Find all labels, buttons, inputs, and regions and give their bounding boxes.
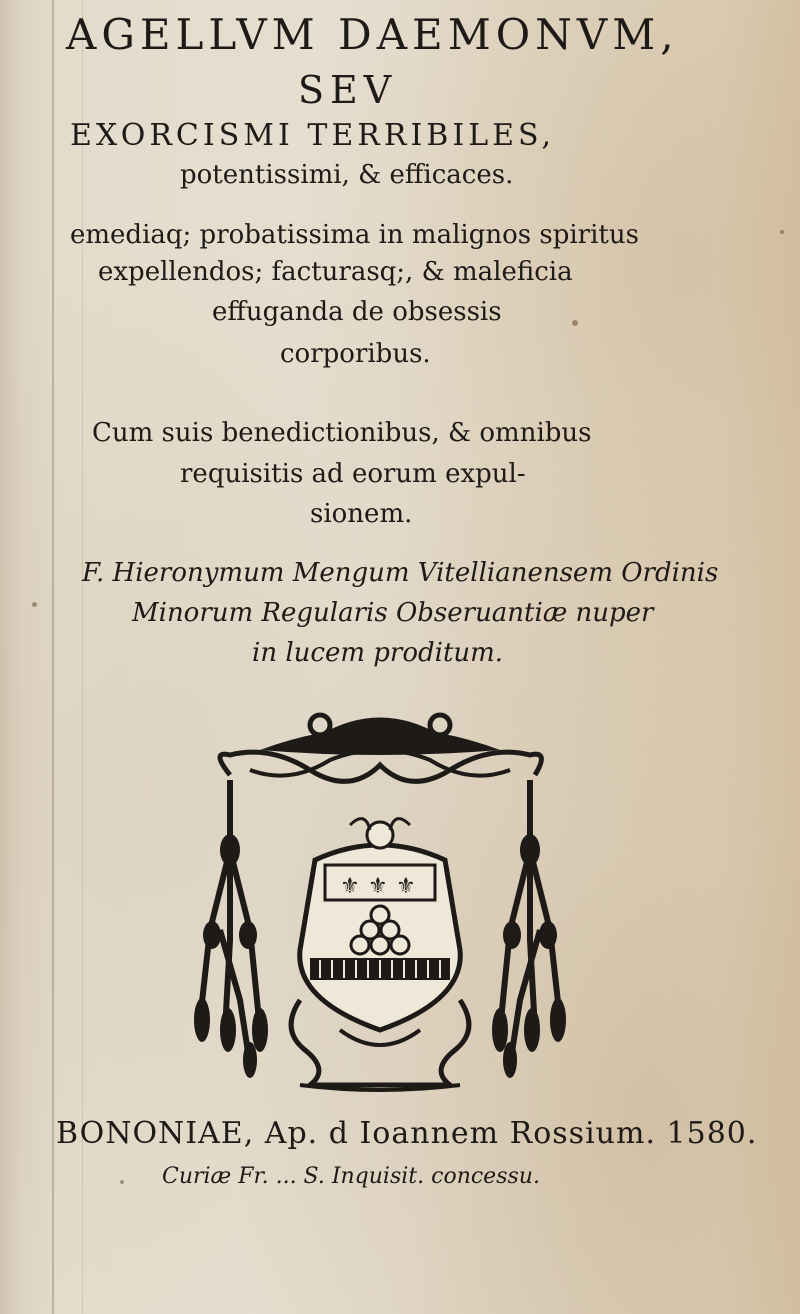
subtitle-line-4: potentissimi, & efficaces. — [180, 160, 514, 190]
svg-text:⚜: ⚜ — [396, 874, 416, 899]
title-line-3: EXORCISMI TERRIBILES, — [70, 118, 556, 153]
imprint-line-1: BONONIAE, Ap. d Ioannem Rossium. 1580. — [56, 1116, 758, 1151]
text-line-8: corporibus. — [280, 339, 431, 369]
ink-spot — [32, 602, 37, 607]
title-line-1: AGELLVM DAEMONVM, — [66, 10, 679, 59]
ink-spot — [572, 320, 578, 326]
author-line-3: in lucem proditum. — [252, 638, 504, 668]
text-line-7: effuganda de obsessis — [212, 297, 502, 327]
text-line-11: sionem. — [310, 499, 413, 529]
title-line-2: SEV — [298, 68, 398, 112]
imprint-line-2: Curiæ Fr. ... S. Inquisit. concessu. — [162, 1164, 540, 1189]
author-line-1: F. Hieronymum Mengum Vitellianensem Ordinis — [82, 558, 719, 588]
text-line-6: expellendos; facturasq;, & maleficia — [98, 257, 573, 287]
text-line-9: Cum suis benedictionibus, & omnibus — [92, 418, 592, 448]
page-fold — [52, 0, 54, 1314]
svg-text:⚜: ⚜ — [340, 874, 360, 899]
coat-of-arms-woodcut — [190, 700, 570, 1095]
ink-spot — [780, 230, 784, 234]
text-line-10: requisitis ad eorum expul- — [180, 459, 526, 489]
author-line-2: Minorum Regularis Obseruantiæ nuper — [132, 598, 654, 628]
ink-spot — [120, 1180, 124, 1184]
svg-text:⚜: ⚜ — [368, 874, 388, 899]
text-line-5: emediaq; probatissima in malignos spiritus — [70, 220, 639, 250]
